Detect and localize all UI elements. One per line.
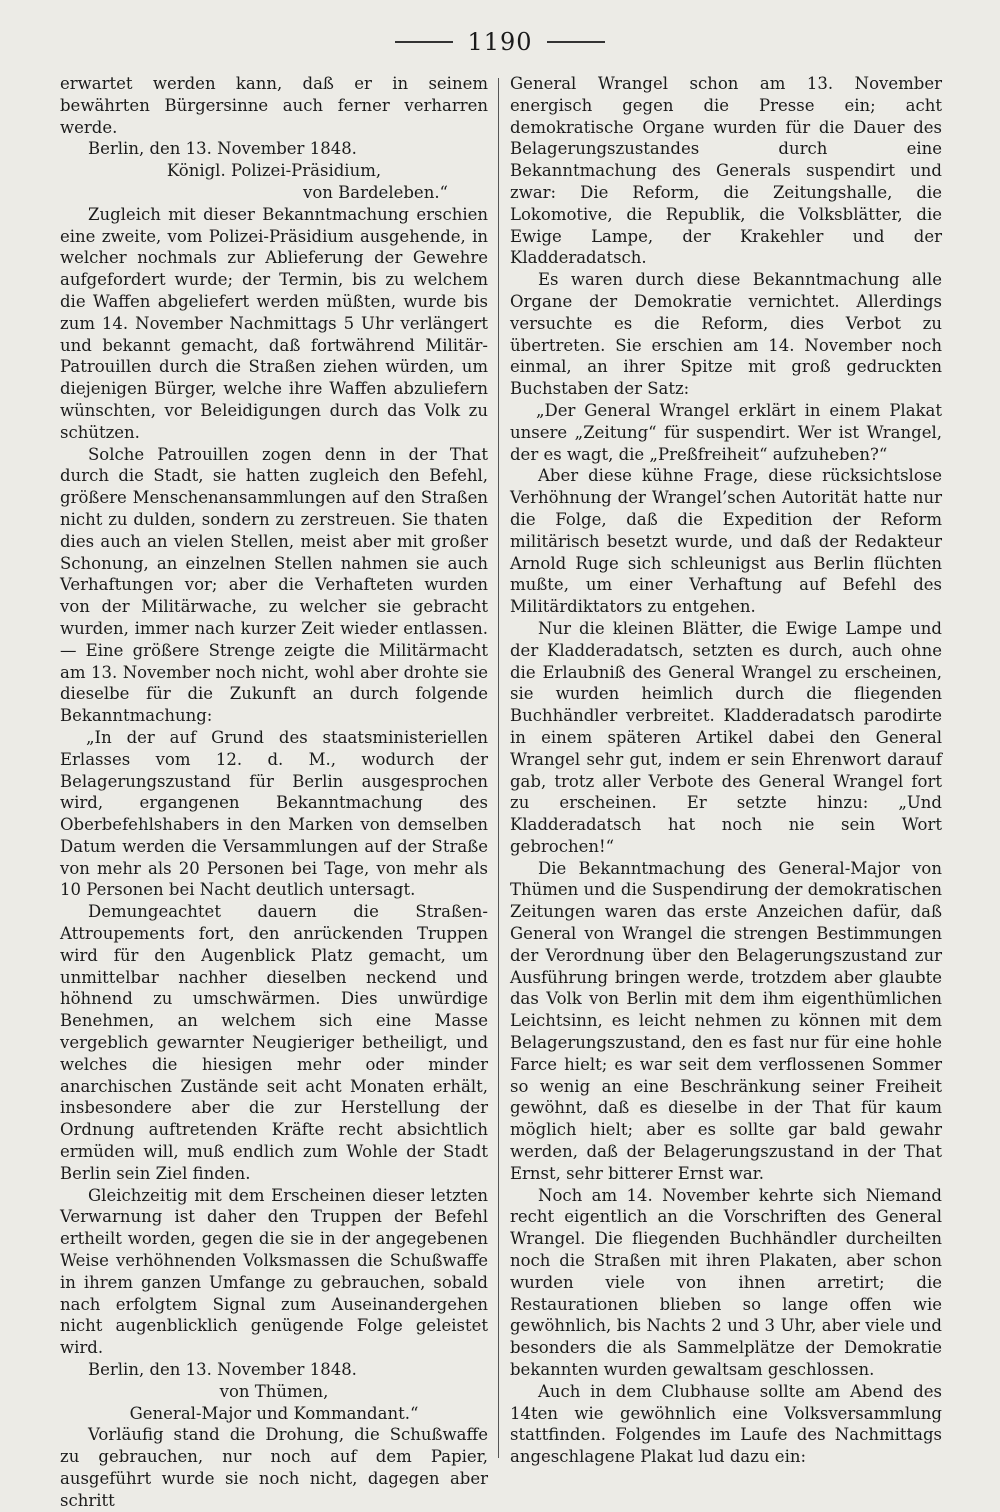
paragraph: Nur die kleinen Blätter, die Ewige Lampe und der Kladderadatsch, setzten es durch, auch ohne die Erlaubniß des General Wrangel zu erscheinen, sie wurden heimlich durch die fliegenden Buchhändler verbreitet. Kladderadatsch parodirte in einem späteren Artikel dabei den General Wrangel sehr gut, indem er sein Ehrenwort darauf gab, trotz aller Verbote des General Wrangel fort zu erscheinen. Er setzte hinzu: „Und Kladderadatsch hat noch nie sein Wort gebrochen!“ (510, 618, 942, 856)
paragraph: Berlin, den 13. November 1848. (88, 1360, 357, 1380)
paragraph: „Der General Wrangel erklärt in einem Plakat unsere „Zeitung“ für suspendirt. Wer ist Wrangel, der es wagt, die „Preßfreiheit“ aufzuheben?“ (510, 400, 942, 464)
paragraph: Vorläufig stand die Drohung, die Schußwaffe zu gebrauchen, nur noch auf dem Papier, ausgeführt wurde sie noch nicht, dagegen aber schritt (60, 1425, 488, 1510)
column-divider (498, 78, 499, 1458)
paragraph: Königl. Polizei-Präsidium, (166, 161, 382, 181)
paragraph: von Bardeleben.“ (303, 182, 448, 202)
header-rule-right (547, 41, 605, 43)
paragraph: Die Bekanntmachung des General-Major von Thümen und die Suspendirung der demokratischen Zeitungen waren das erste Anzeichen dafür, daß General von Wrangel die strengen Bestimmungen der Verordnung über den Belagerungszustand zur Ausführung bringen werde, trotzdem aber glaubte das Volk von Berlin mit dem ihm eigenthümlichen Leichtsinn, es leicht nehmen zu können mit dem Belagerungszustand, den es fast nur für eine hohle Farce hielt; es war seit dem verflossenen Sommer so wenig an eine Beschränkung seiner Freiheit gewöhnt, daß es dieselbe in der That für kaum möglich hielt; aber es sollte gar bald gewahr werden, daß der Belagerungszustand in der That Ernst, sehr bitterer Ernst war. (510, 858, 942, 1183)
left-column (60, 73, 488, 1512)
paragraph: Auch in dem Clubhause sollte am Abend des 14ten wie gewöhnlich eine Volksversammlung stattfinden. Folgendes im Laufe des Nachmittags angeschlagene Plakat lud dazu ein: (510, 1381, 942, 1467)
right-column (510, 73, 942, 1468)
paragraph: Gleichzeitig mit dem Erscheinen dieser letzten Verwarnung ist daher den Truppen der Befehl ertheilt worden, gegen die sie in der angegebenen Weise verhöhnenden Volksmassen die Schußwaffe in ihrem ganzen Umfange zu gebrauchen, sobald nach erfolgtem Signal zum Auseinandergehen nicht augenblicklich genügende Folge geleistet wird. (60, 1185, 488, 1358)
paragraph: Noch am 14. November kehrte sich Niemand recht eigentlich an die Vorschriften des General Wrangel. Die fliegenden Buchhändler durcheilten noch die Straßen mit ihren Plakaten, aber schon wurden viele von ihnen arretirt; die Restaurationen blieben so lange offen wie gewöhnlich, bis Nachts 2 und 3 Uhr, aber viele und besonders die als Sammelplätze der Demokratie bekannten wurden gewaltsam geschlossen. (510, 1185, 942, 1380)
page-number: 1190 (467, 28, 533, 56)
paragraph: Aber diese kühne Frage, diese rücksichtslose Verhöhnung der Wrangel’schen Autorität hatte nur die Folge, daß die Expedition der Reform militärisch besetzt wurde, und daß der Redakteur Arnold Ruge sich schleunigst aus Berlin flüchten mußte, um einer Verhaftung auf Befehl des Militärdiktators zu entgehen. (510, 466, 942, 617)
paragraph: Zugleich mit dieser Bekanntmachung erschien eine zweite, vom Polizei-Präsidium ausgehende, in welcher nochmals zur Ablieferung der Gewehre aufgefordert wurde; der Termin, bis zu welchem die Waffen abgeliefert werden müßten, wurde bis zum 14. November Nachmittags 5 Uhr verlängert und bekannt gemacht, daß fortwährend Militär-Patrouillen durch die Straßen ziehen würden, um diejenigen Bürger, welche ihre Waffen abzuliefern wünschten, vor Beleidigungen durch das Volk zu schützen. (60, 204, 488, 442)
paragraph: Es waren durch diese Bekanntmachung alle Organe der Demokratie vernichtet. Allerdings versuchte es die Reform, dies Verbot zu übertreten. Sie erschien am 14. November noch einmal, an ihrer Spitze mit groß gedruckten Buchstaben der Satz: (510, 270, 942, 399)
paragraph: von Thümen, (219, 1381, 329, 1401)
paragraph: erwartet werden kann, daß er in seinem bewährten Bürgersinne auch ferner verharren werde. (60, 74, 488, 137)
paragraph: General Wrangel schon am 13. November energisch gegen die Presse ein; acht demokratische Organe wurden für die Dauer des Belagerungszustandes durch eine Bekanntmachung des Generals suspendirt und zwar: Die Reform, die Zeitungshalle, die Lokomotive, die Republik, die Volksblätter, die Ewige Lampe, der Krakehler und der Kladderadatsch. (510, 74, 942, 268)
paragraph: „In der auf Grund des staatsministeriellen Erlasses vom 12. d. M., wodurch der Belagerungszustand für Berlin ausgesprochen wird, ergangenen Bekanntmachung des Oberbefehlshabers in den Marken von demselben Datum werden die Versammlungen auf der Straße von mehr als 20 Personen bei Tage, von mehr als 10 Personen bei Nacht deutlich untersagt. (60, 727, 488, 900)
header-rule-left (395, 41, 453, 43)
paragraph: Berlin, den 13. November 1848. (88, 139, 357, 159)
paragraph: Solche Patrouillen zogen denn in der That durch die Stadt, sie hatten zugleich den Befehl, größere Menschenansammlungen auf den Straßen nicht zu dulden, sondern zu zerstreuen. Sie thaten dies auch an vielen Stellen, meist aber mit großer Schonung, an einzelnen Stellen nahmen sie auch Verhaftungen vor; aber die Verhafteten wurden von der Militärwache, zu welcher sie gebracht wurden, immer nach kurzer Zeit wieder entlassen. — Eine größere Strenge zeigte die Militärmacht am 13. November noch nicht, wohl aber drohte sie dieselbe für die Zukunft an durch folgende Bekanntmachung: (60, 444, 488, 726)
paragraph: Demungeachtet dauern die Straßen-Attroupements fort, den anrückenden Truppen wird für den Augenblick Platz gemacht, um unmittelbar nachher dieselben neckend und höhnend zu umschwärmen. Dies unwürdige Benehmen, an welchem sich eine Masse vergeblich gewarnter Neugieriger betheiligt, und welches die hiesigen mehr oder minder anarchischen Zustände seit acht Monaten erhält, insbesondere aber die zur Herstellung der Ordnung auftretenden Kräfte recht absichtlich ermüden will, muß endlich zum Wohle der Stadt Berlin sein Ziel finden. (60, 902, 488, 1183)
page-header (0, 28, 1000, 56)
paragraph: General-Major und Kommandant.“ (129, 1403, 419, 1423)
